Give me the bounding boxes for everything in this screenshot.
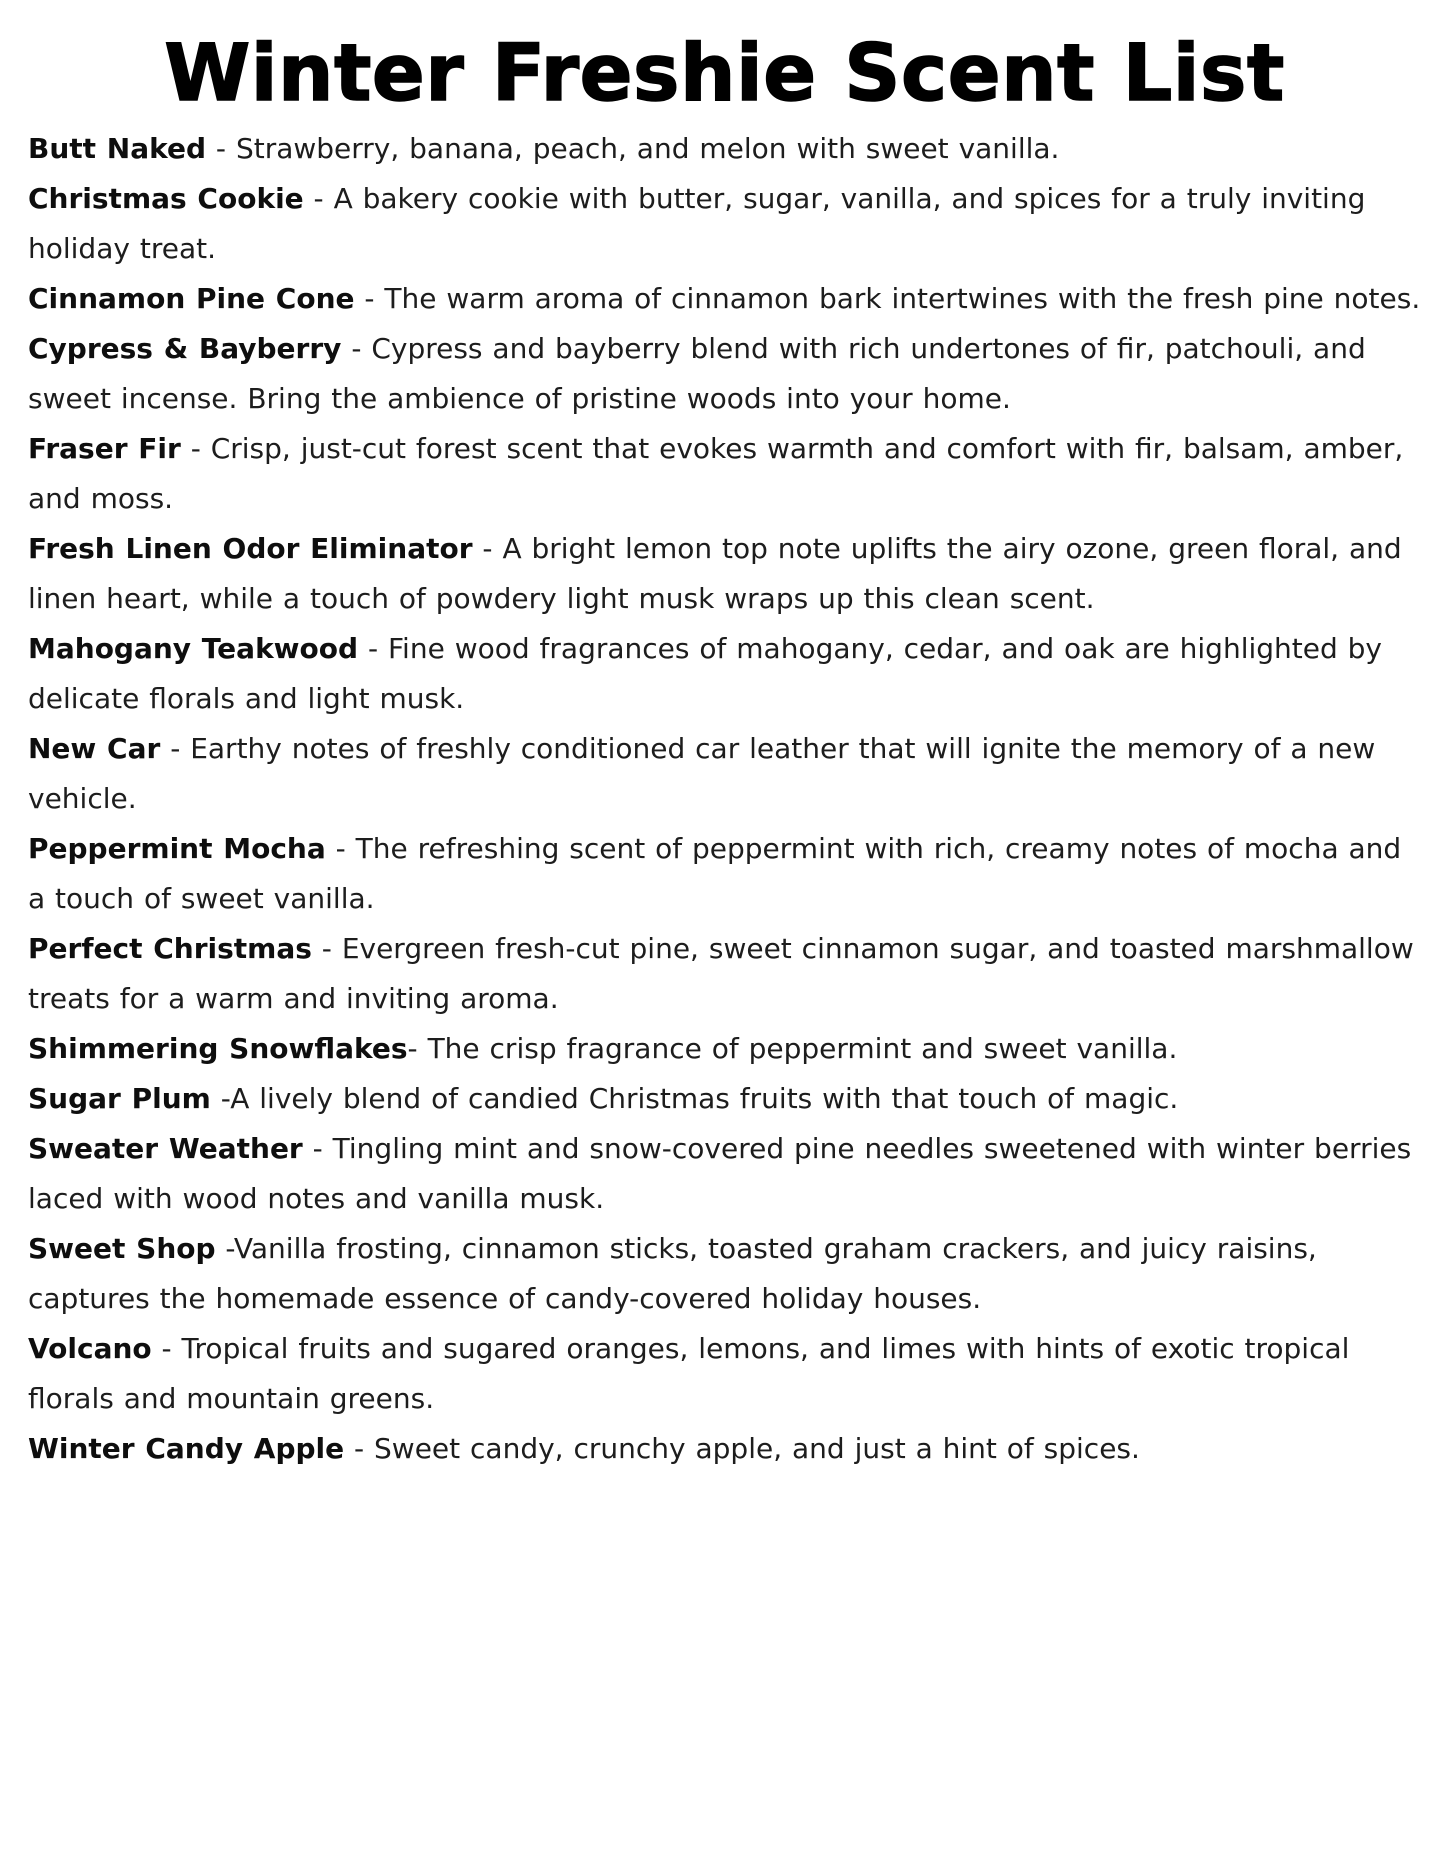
scent-name: Christmas Cookie [28, 181, 304, 215]
scent-name: Cinnamon Pine Cone [28, 281, 355, 315]
scent-name: Shimmering Snowflakes [28, 1031, 408, 1065]
scent-entry [28, 824, 1421, 924]
scent-separator: - [325, 831, 356, 865]
scent-entry [28, 1324, 1421, 1424]
scent-entry [28, 124, 1421, 174]
scent-name: Winter Candy Apple [28, 1431, 345, 1465]
scent-separator: - [210, 1081, 231, 1115]
scent-entry [28, 1124, 1421, 1224]
scent-separator: - [180, 431, 211, 465]
scent-description: A lively blend of candied Christmas fruits with that touch of magic. [230, 1081, 1179, 1115]
scent-name: Sweet Shop [28, 1231, 216, 1265]
scent-name: Butt Naked [28, 131, 207, 165]
scent-name: Fresh Linen Odor Eliminator [28, 531, 473, 565]
scent-separator: - [151, 1331, 182, 1365]
scent-description: Vanilla frosting, cinnamon sticks, toasted graham crackers, and juicy raisins, captures the homemade essence of candy-covered holiday houses. [28, 1231, 1317, 1315]
scent-description: The crisp fragrance of peppermint and sweet vanilla. [427, 1031, 1178, 1065]
scent-description: The refreshing scent of peppermint with rich, creamy notes of mocha and a touch of sweet vanilla. [28, 831, 1402, 915]
scent-entry [28, 1074, 1421, 1124]
scent-entry [28, 324, 1421, 424]
scent-entry [28, 624, 1421, 724]
scent-separator: - [407, 1031, 428, 1065]
scent-separator: - [303, 181, 334, 215]
scent-description: Cypress and bayberry blend with rich undertones of fir, patchouli, and sweet incense. Bring the ambience of pristine woods into your home. [28, 331, 1366, 415]
scent-name: Sugar Plum [28, 1081, 211, 1115]
scent-entry [28, 274, 1421, 324]
scent-separator: - [358, 631, 388, 665]
scent-description: Earthy notes of freshly conditioned car leather that will ignite the memory of a new vehicle. [28, 731, 1376, 815]
scent-separator: - [215, 1231, 234, 1265]
scent-entry [28, 724, 1421, 824]
scent-separator: - [354, 281, 385, 315]
scent-name: Fraser Fir [28, 431, 181, 465]
scent-name: Perfect Christmas [28, 931, 312, 965]
scent-entry [28, 1224, 1421, 1324]
scent-entry [28, 1024, 1421, 1074]
scent-description: A bright lemon top note uplifts the airy ozone, green floral, and linen heart, while a touch of powdery light musk wraps up this clean scent. [28, 531, 1402, 615]
scent-entry [28, 524, 1421, 624]
scent-separator: - [344, 1431, 375, 1465]
page-title: Winter Freshie Scent List [164, 29, 1285, 119]
scent-separator: - [311, 931, 342, 965]
scent-separator: - [302, 1131, 333, 1165]
scent-separator: - [160, 731, 191, 765]
scent-description: Fine wood fragrances of mahogany, cedar, and oak are highlighted by delicate florals and light musk. [28, 631, 1382, 715]
scent-description: Strawberry, banana, peach, and melon with sweet vanilla. [235, 131, 1060, 165]
scent-separator: - [472, 531, 503, 565]
scent-description: The warm aroma of cinnamon bark intertwines with the fresh pine notes. [384, 281, 1421, 315]
scent-list [28, 124, 1421, 1474]
scent-description: Tropical fruits and sugared oranges, lemons, and limes with hints of exotic tropical florals and mountain greens. [28, 1331, 1350, 1415]
scent-separator: - [206, 131, 236, 165]
scent-separator: - [341, 331, 372, 365]
scent-name: Cypress & Bayberry [28, 331, 342, 365]
scent-description: Tingling mint and snow-covered pine needles sweetened with winter berries laced with wood notes and vanilla musk. [28, 1131, 1412, 1215]
scent-name: Mahogany Teakwood [28, 631, 359, 665]
scent-entry [28, 1424, 1421, 1474]
scent-description: A bakery cookie with butter, sugar, vanilla, and spices for a truly inviting holiday treat. [28, 181, 1366, 265]
scent-description: Evergreen fresh-cut pine, sweet cinnamon sugar, and toasted marshmallow treats for a warm and inviting aroma. [28, 931, 1414, 1015]
scent-entry [28, 174, 1421, 274]
scent-name: Sweater Weather [28, 1131, 303, 1165]
scent-entry [28, 424, 1421, 524]
scent-name: Volcano [28, 1331, 152, 1365]
scent-entry [28, 924, 1421, 1024]
scent-description: Sweet candy, crunchy apple, and just a hint of spices. [374, 1431, 1140, 1465]
scent-name: Peppermint Mocha [28, 831, 326, 865]
scent-description: Crisp, just-cut forest scent that evokes warmth and comfort with fir, balsam, amber, and moss. [28, 431, 1404, 515]
scent-name: New Car [28, 731, 161, 765]
